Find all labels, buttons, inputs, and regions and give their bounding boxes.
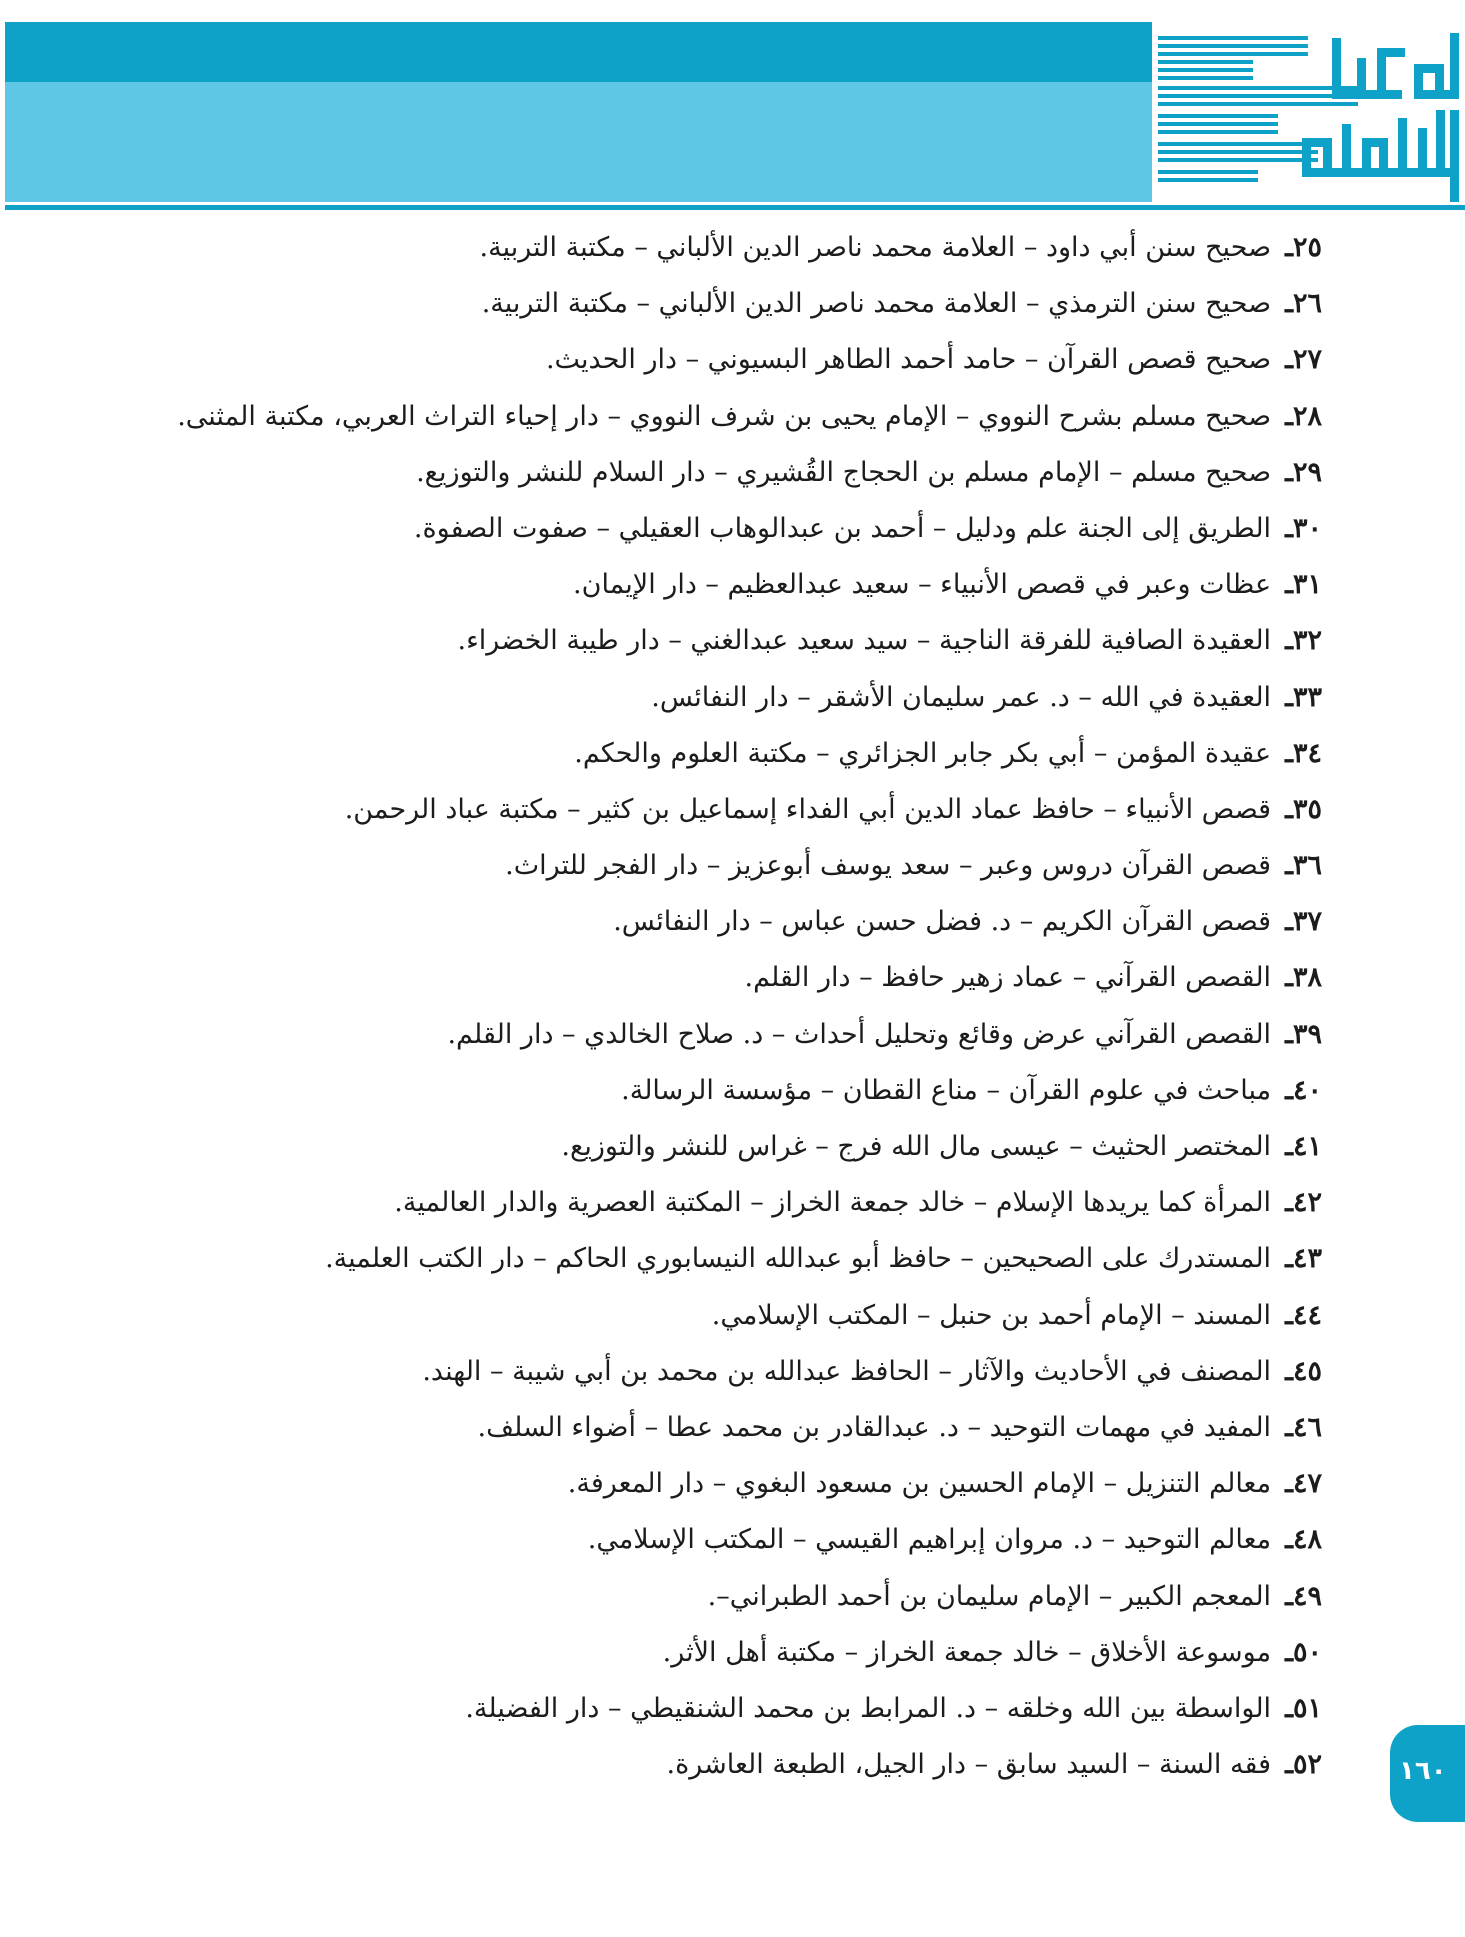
page-header: [0, 20, 1465, 215]
reference-number: ٤٤ـ: [1285, 1299, 1322, 1331]
reference-entry: [142, 569, 1322, 625]
reference-number: ٣١ـ: [1285, 569, 1322, 601]
reference-text: صحيح سنن أبي داود – العلامة محمد ناصر الدين الألباني – مكتبة التربية.: [479, 232, 1272, 263]
reference-entry: [142, 457, 1322, 513]
reference-entry: [142, 1243, 1322, 1299]
kufic-logo-icon: [1152, 28, 1465, 202]
reference-text: المرأة كما يريدها الإسلام – خالد جمعة الخراز – المكتبة العصرية والدار العالمية.: [394, 1187, 1272, 1219]
reference-entry: [142, 344, 1322, 400]
reference-number: ٤٠ـ: [1285, 1074, 1322, 1106]
reference-number: ٢٩ـ: [1285, 456, 1322, 488]
page-number: ١٦٠: [1399, 1756, 1447, 1786]
reference-text: العقيدة الصافية للفرقة الناجية – سيد سعيد عبدالغني – دار طيبة الخضراء.: [457, 625, 1272, 657]
reference-number: ٣٦ـ: [1285, 850, 1322, 882]
reference-entry: [142, 1131, 1322, 1187]
reference-entry: [142, 1019, 1322, 1075]
reference-text: المختصر الحثيث – عيسى مال الله فرج – غراس للنشر والتوزيع.: [561, 1131, 1272, 1162]
header-underline: [5, 205, 1465, 210]
reference-number: ٤٥ـ: [1285, 1355, 1322, 1387]
reference-entry: [142, 1581, 1322, 1637]
reference-text: قصص القرآن دروس وعبر – سعد يوسف أبوعزيز – دار الفجر للتراث.: [505, 850, 1272, 882]
reference-number: ٣٨ـ: [1285, 962, 1322, 994]
reference-entry: [142, 1187, 1322, 1243]
subject-logo: [1152, 28, 1465, 202]
reference-text: الواسطة بين الله وخلقه – د. المرابط بن محمد الشنقيطي – دار الفضيلة.: [465, 1692, 1272, 1724]
reference-number: ٥٠ـ: [1285, 1636, 1322, 1668]
reference-entry: [142, 1412, 1322, 1468]
header-band-light: [5, 82, 1152, 202]
reference-text: القصص القرآني – عماد زهير حافظ – دار القلم.: [744, 962, 1272, 994]
reference-number: ٣٢ـ: [1285, 625, 1322, 657]
reference-text: فقه السنة – السيد سابق – دار الجيل، الطبعة العاشرة.: [666, 1749, 1272, 1781]
reference-entry: [142, 1693, 1322, 1749]
reference-text: مباحث في علوم القرآن – مناع القطان – مؤسسة الرسالة.: [621, 1074, 1272, 1106]
reference-number: ٤٢ـ: [1285, 1187, 1322, 1219]
reference-entry: [142, 682, 1322, 738]
reference-entry: [142, 1749, 1322, 1805]
reference-number: ٤٣ـ: [1285, 1243, 1322, 1275]
reference-entry: [142, 1356, 1322, 1412]
reference-number: ٣٣ـ: [1285, 681, 1322, 713]
reference-number: ٣٤ـ: [1285, 737, 1322, 769]
reference-text: قصص القرآن الكريم – د. فضل حسن عباس – دار النفائس.: [613, 906, 1272, 938]
reference-number: ٤٩ـ: [1285, 1580, 1322, 1612]
reference-entry: [142, 1075, 1322, 1131]
reference-text: القصص القرآني عرض وقائع وتحليل أحداث – د. صلاح الخالدي – دار القلم.: [447, 1018, 1272, 1050]
reference-entry: [142, 794, 1322, 850]
reference-number: ٤٧ـ: [1285, 1468, 1322, 1500]
reference-text: المسند – الإمام أحمد بن حنبل – المكتب الإسلامي.: [711, 1299, 1272, 1331]
reference-entry: [142, 401, 1322, 457]
reference-entry: [142, 625, 1322, 681]
reference-entry: [142, 906, 1322, 962]
reference-number: ٤٨ـ: [1285, 1524, 1322, 1556]
reference-number: ٣٥ـ: [1285, 793, 1322, 825]
reference-entry: [142, 1524, 1322, 1580]
reference-entry: [142, 1468, 1322, 1524]
reference-text: قصص الأنبياء – حافظ عماد الدين أبي الفداء إسماعيل بن كثير – مكتبة عباد الرحمن.: [344, 793, 1272, 825]
reference-entry: [142, 1637, 1322, 1693]
reference-text: صحيح مسلم – الإمام مسلم بن الحجاج القُشيري – دار السلام للنشر والتوزيع.: [416, 456, 1272, 488]
reference-number: ٢٨ـ: [1285, 400, 1322, 432]
reference-entry: [142, 232, 1322, 288]
reference-text: المصنف في الأحاديث والآثار – الحافظ عبدالله بن محمد بن أبي شيبة – الهند.: [422, 1355, 1272, 1387]
reference-entry: [142, 850, 1322, 906]
reference-number: ٥٢ـ: [1285, 1749, 1322, 1781]
reference-text: صحيح سنن الترمذي – العلامة محمد ناصر الدين الألباني – مكتبة التربية.: [481, 288, 1272, 320]
reference-text: معالم التنزيل – الإمام الحسين بن مسعود البغوي – دار المعرفة.: [567, 1468, 1272, 1500]
reference-entry: [142, 513, 1322, 569]
reference-text: معالم التوحيد – د. مروان إبراهيم القيسي – المكتب الإسلامي.: [587, 1524, 1272, 1556]
header-band-dark: [5, 22, 1152, 82]
reference-text: عظات وعبر في قصص الأنبياء – سعيد عبدالعظيم – دار الإيمان.: [573, 569, 1272, 601]
reference-entry: [142, 1300, 1322, 1356]
reference-text: المستدرك على الصحيحين – حافظ أبو عبدالله النيسابوري الحاكم – دار الكتب العلمية.: [325, 1243, 1272, 1275]
reference-text: الطريق إلى الجنة علم ودليل – أحمد بن عبدالوهاب العقيلي – صفوت الصفوة.: [413, 512, 1272, 544]
reference-entry: [142, 962, 1322, 1018]
reference-entry: [142, 738, 1322, 794]
reference-number: ٥١ـ: [1285, 1692, 1322, 1724]
reference-number: ٢٥ـ: [1285, 232, 1322, 263]
reference-text: صحيح قصص القرآن – حامد أحمد الطاهر البسيوني – دار الحديث.: [545, 344, 1272, 376]
reference-number: ٢٧ـ: [1285, 344, 1322, 376]
reference-text: موسوعة الأخلاق – خالد جمعة الخراز – مكتبة أهل الأثر.: [662, 1636, 1272, 1668]
reference-number: ٤١ـ: [1285, 1131, 1322, 1162]
reference-text: العقيدة في الله – د. عمر سليمان الأشقر – دار النفائس.: [651, 681, 1272, 713]
reference-number: ٣٠ـ: [1285, 512, 1322, 544]
reference-text: المعجم الكبير – الإمام سليمان بن أحمد الطبراني–.: [707, 1580, 1272, 1612]
references-list: [142, 232, 1322, 1805]
reference-number: ٣٩ـ: [1285, 1018, 1322, 1050]
reference-text: صحيح مسلم بشرح النووي – الإمام يحيى بن شرف النووي – دار إحياء التراث العربي، مكتبة المثنى.: [177, 400, 1272, 432]
reference-text: عقيدة المؤمن – أبي بكر جابر الجزائري – مكتبة العلوم والحكم.: [574, 737, 1272, 769]
reference-entry: [142, 288, 1322, 344]
reference-text: المفيد في مهمات التوحيد – د. عبدالقادر بن محمد عطا – أضواء السلف.: [477, 1411, 1272, 1443]
reference-number: ٢٦ـ: [1285, 288, 1322, 320]
reference-number: ٤٦ـ: [1285, 1411, 1322, 1443]
reference-number: ٣٧ـ: [1285, 906, 1322, 938]
